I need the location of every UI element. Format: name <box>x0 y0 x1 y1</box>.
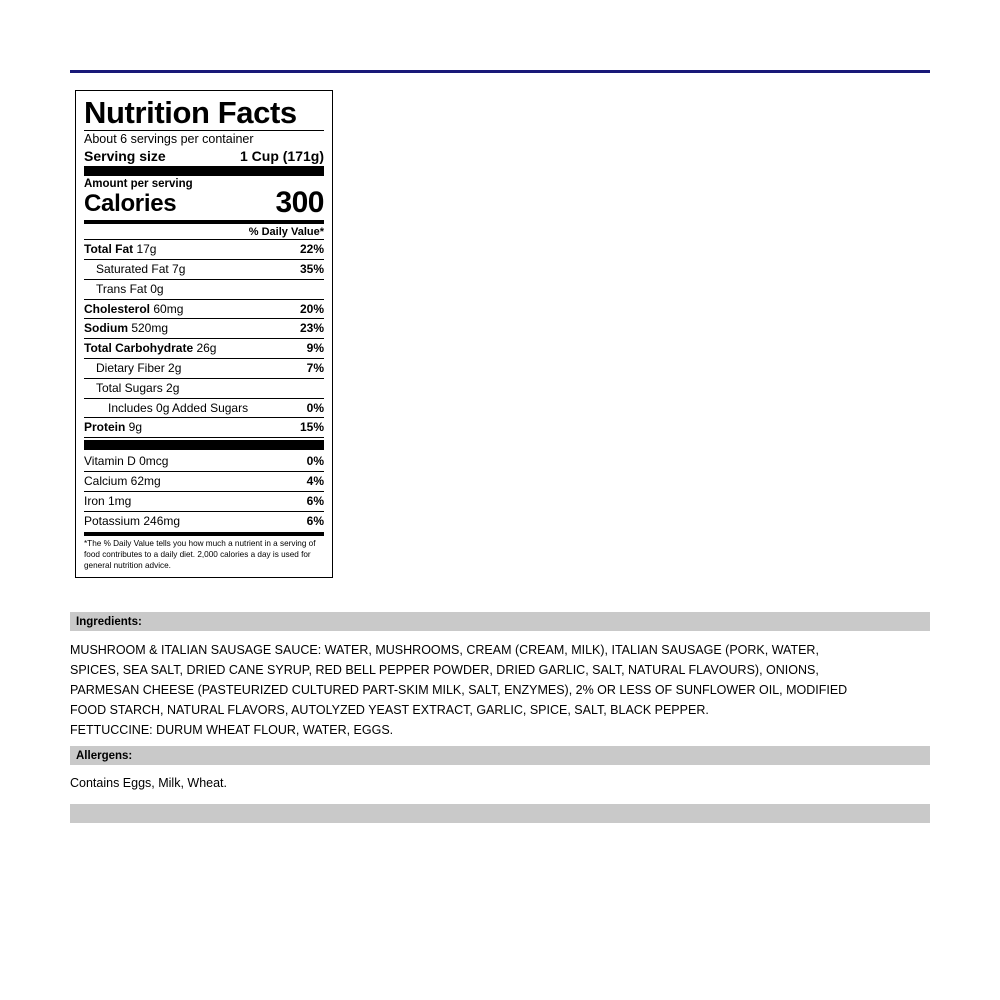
ingredients-heading: Ingredients: <box>76 615 142 628</box>
nutrient-name: Trans Fat 0g <box>96 281 164 296</box>
nutrient-row <box>84 280 324 299</box>
ingredients-line: PARMESAN CHEESE (PASTEURIZED CULTURED PART-SKIM MILK, SALT, ENZYMES), 2% OR LESS OF SUNFLOWER OIL, MODIFIED <box>70 683 848 697</box>
calories-row <box>84 188 324 218</box>
nutrient-name: Cholesterol 60mg <box>84 301 184 316</box>
nutrient-row <box>84 319 324 338</box>
micronutrient-name: Calcium 62mg <box>84 474 161 488</box>
nutrient-daily-value: 35% <box>299 262 324 277</box>
nutrient-daily-value: 0% <box>306 400 324 415</box>
nutrient-daily-value: 7% <box>306 361 324 376</box>
allergens-text <box>70 773 950 793</box>
divider-medium-2 <box>84 532 324 536</box>
footer-bar <box>70 804 930 823</box>
nutrient-daily-value: 15% <box>299 420 324 435</box>
calories-label: Calories <box>84 190 177 218</box>
nutrient-name: Includes 0g Added Sugars <box>108 400 249 415</box>
daily-value-footnote: *The % Daily Value tells you how much a nutrient in a serving of food contributes to a daily diet. 2,000 calories a day is used for general nutrition advice. <box>84 539 316 570</box>
nutrient-row <box>84 379 324 398</box>
divider-medium <box>84 220 324 224</box>
ingredients-line: FOOD STARCH, NATURAL FLAVORS, AUTOLYZED YEAST EXTRACT, GARLIC, SPICE, SALT, BLACK PEPPER. <box>70 703 709 717</box>
micronutrient-rows <box>84 452 324 530</box>
nutrient-rows <box>84 240 324 438</box>
micronutrient-row <box>84 492 324 511</box>
micronutrient-row <box>84 512 324 531</box>
nutrient-row <box>84 300 324 319</box>
nutrient-name: Sodium 520mg <box>84 321 169 336</box>
micronutrient-row <box>84 452 324 471</box>
micronutrient-daily-value: 6% <box>306 513 324 528</box>
nutrient-row <box>84 418 324 437</box>
nutrient-daily-value: 22% <box>299 242 324 257</box>
micronutrient-name: Vitamin D 0mcg <box>84 454 169 469</box>
nutrition-facts-title: Nutrition Facts <box>84 95 297 130</box>
nutrient-name: Total Fat 17g <box>84 242 157 257</box>
allergens-heading-bar <box>70 746 930 765</box>
nutrition-facts-panel <box>75 90 333 578</box>
micronutrient-name: Iron 1mg <box>84 493 132 508</box>
nutrient-row <box>84 240 324 259</box>
daily-value-header: % Daily Value* <box>248 226 324 239</box>
header-rule <box>70 70 930 73</box>
micronutrient-daily-value: 0% <box>306 454 324 469</box>
allergens-heading: Allergens: <box>76 749 133 762</box>
nutrient-name: Saturated Fat 7g <box>96 262 186 277</box>
nutrient-name: Protein 9g <box>84 420 143 435</box>
nutrient-row <box>84 339 324 358</box>
ingredients-text <box>70 640 950 740</box>
nutrient-name: Total Sugars 2g <box>96 380 180 395</box>
ingredients-line: SPICES, SEA SALT, DRIED CANE SYRUP, RED BELL PEPPER POWDER, DRIED GARLIC, SALT, NATURAL FLAVOURS), ONIONS, <box>70 663 819 677</box>
nutrient-name: Total Carbohydrate 26g <box>84 341 217 356</box>
divider-thick <box>84 166 324 176</box>
serving-size-value: 1 Cup (171g) <box>239 148 324 165</box>
nutrient-row <box>84 260 324 279</box>
nutrient-daily-value: 9% <box>306 341 324 356</box>
amount-per-serving-label: Amount per serving <box>84 178 193 191</box>
micronutrient-daily-value: 6% <box>306 493 324 508</box>
nutrient-name: Dietary Fiber 2g <box>96 361 182 376</box>
divider-thick-2 <box>84 440 324 450</box>
ingredients-line: FETTUCCINE: DURUM WHEAT FLOUR, WATER, EGGS. <box>70 723 394 737</box>
nutrient-row <box>84 359 324 378</box>
micronutrient-row <box>84 472 324 491</box>
serving-size-label: Serving size <box>84 148 166 165</box>
ingredients-line: MUSHROOM & ITALIAN SAUSAGE SAUCE: WATER, MUSHROOMS, CREAM (CREAM, MILK), ITALIAN SAUSAGE (PORK, WATER, <box>70 643 819 657</box>
nutrient-daily-value: 20% <box>299 301 324 316</box>
serving-size-row <box>84 148 324 164</box>
nutrient-daily-value: 23% <box>299 321 324 336</box>
allergens-line: Contains Eggs, Milk, Wheat. <box>70 776 228 790</box>
divider <box>84 437 324 438</box>
servings-per-container: About 6 servings per container <box>84 131 254 146</box>
nutrient-row <box>84 399 324 418</box>
micronutrient-name: Potassium 246mg <box>84 513 181 528</box>
ingredients-heading-bar <box>70 612 930 631</box>
calories-value: 300 <box>275 186 324 220</box>
micronutrient-daily-value: 4% <box>306 474 324 488</box>
